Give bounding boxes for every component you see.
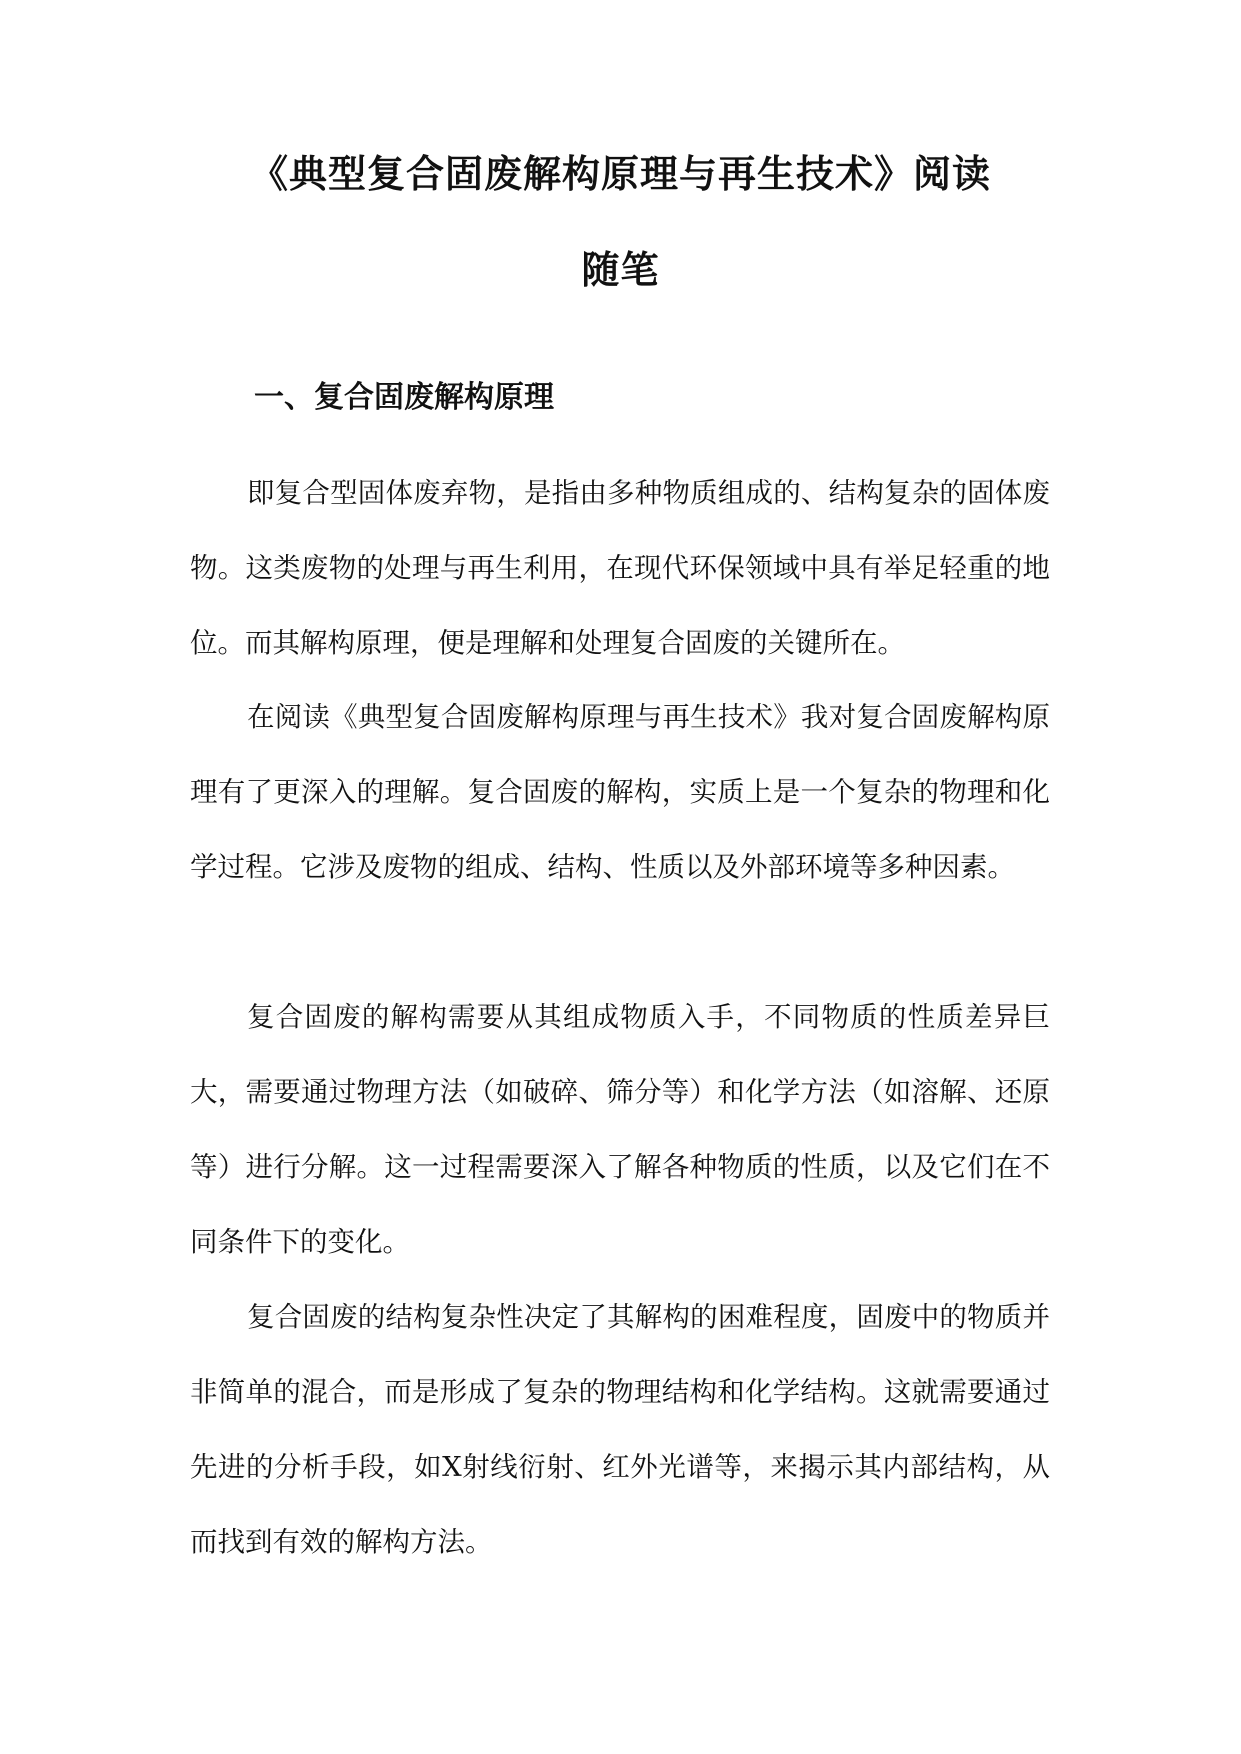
paragraph-1: 即复合型固体废弃物，是指由多种物质组成的、结构复杂的固体废物。这类废物的处理与再生利用，在现代环保领域中具有举足轻重的地位。而其解构原理，便是理解和处理复合固废的关键所在。 [190,477,1050,659]
section-heading: 一、复合固废解构原理 [254,380,554,415]
paragraph-4: 复合固废的结构复杂性决定了其解构的困难程度，固废中的物质并非简单的混合，而是形成了复杂的物理结构和化学结构。这就需要通过先进的分析手段，如X射线衍射、红外光谱等，来揭示其内部结构，从而找到有效的解构方法。 [190,1301,1050,1558]
document-title-line-1: 《典型复合固废解构原理与再生技术》阅读 [249,152,991,196]
document-title-line-2: 随笔 [581,248,660,292]
paragraph-3: 复合固废的解构需要从其组成物质入手，不同物质的性质差异巨大，需要通过物理方法（如破碎、筛分等）和化学方法（如溶解、还原等）进行分解。这一过程需要深入了解各种物质的性质，以及它们在不同条件下的变化。 [190,1001,1050,1258]
paragraph-2: 在阅读《典型复合固废解构原理与再生技术》我对复合固废解构原理有了更深入的理解。复合固废的解构，实质上是一个复杂的物理和化学过程。它涉及废物的组成、结构、性质以及外部环境等多种因素。 [190,701,1050,883]
